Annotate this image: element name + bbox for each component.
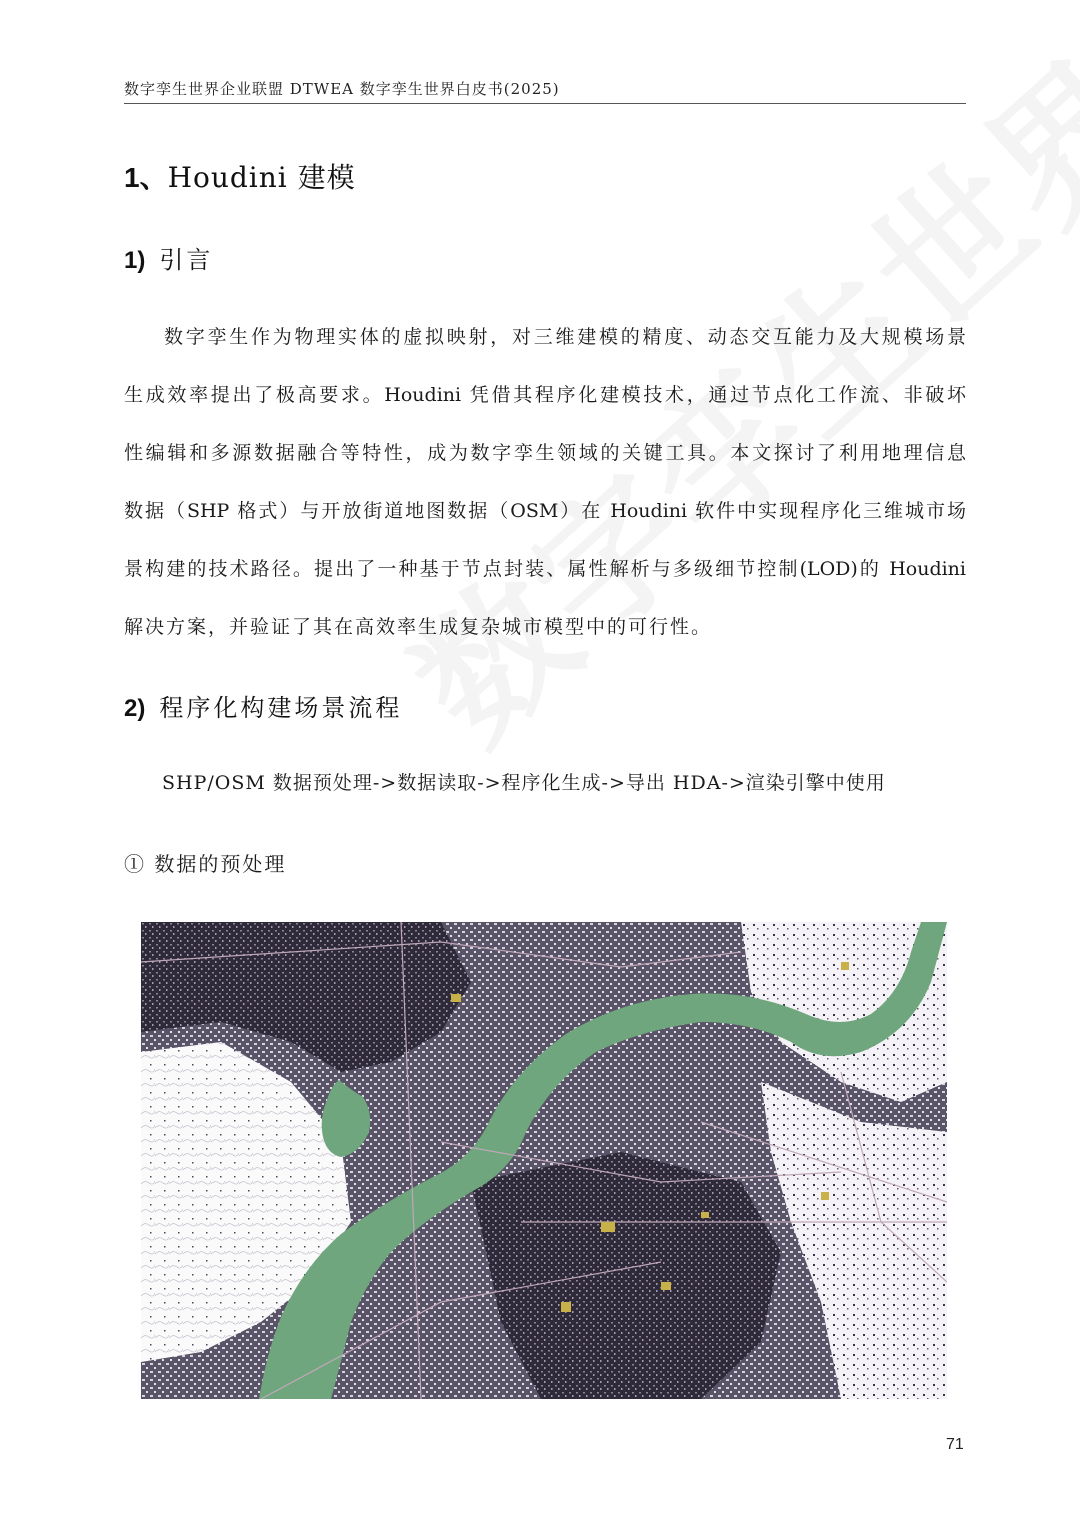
workflow-text: SHP/OSM 数据预处理->数据读取->程序化生成->导出 HDA->渲染引擎中使用 bbox=[162, 772, 886, 794]
paragraph-line: 数据（SHP 格式）与开放街道地图数据（OSM）在 Houdini 软件中实现程序化三维城市场 bbox=[124, 500, 966, 522]
header-divider bbox=[124, 103, 966, 104]
subsection-heading-intro bbox=[124, 240, 213, 275]
subsection-title: 引言 bbox=[159, 246, 214, 274]
running-header: 数字孪生世界企业联盟 DTWEA 数字孪生世界白皮书(2025) bbox=[124, 80, 560, 98]
intro-paragraph bbox=[124, 316, 966, 664]
paragraph-line: 性编辑和多源数据融合等特性，成为数字孪生领域的关键工具。本文探讨了利用地理信息 bbox=[124, 442, 966, 464]
city-map-figure bbox=[141, 922, 947, 1399]
step-heading: ① 数据的预处理 bbox=[124, 852, 287, 876]
subsection-number: 1) bbox=[124, 247, 146, 274]
section-heading bbox=[124, 156, 356, 196]
paragraph-line: 景构建的技术路径。提出了一种基于节点封装、属性解析与多级细节控制(LOD)的 Houdini bbox=[124, 558, 966, 580]
subsection-heading-workflow bbox=[124, 688, 402, 723]
section-number: 1、 bbox=[124, 162, 168, 193]
city-map-image bbox=[141, 922, 947, 1399]
subsection-number: 2) bbox=[124, 695, 146, 722]
paragraph-line: 生成效率提出了极高要求。Houdini 凭借其程序化建模技术，通过节点化工作流、非破坏 bbox=[124, 384, 966, 406]
subsection-title: 程序化构建场景流程 bbox=[159, 694, 403, 722]
paragraph-line: 解决方案，并验证了其在高效率生成复杂城市模型中的可行性。 bbox=[124, 616, 713, 638]
paragraph-line: 数字孪生作为物理实体的虚拟映射，对三维建模的精度、动态交互能力及大规模场景 bbox=[164, 326, 966, 348]
page-number: 71 bbox=[946, 1436, 964, 1453]
section-title: Houdini 建模 bbox=[167, 161, 356, 194]
